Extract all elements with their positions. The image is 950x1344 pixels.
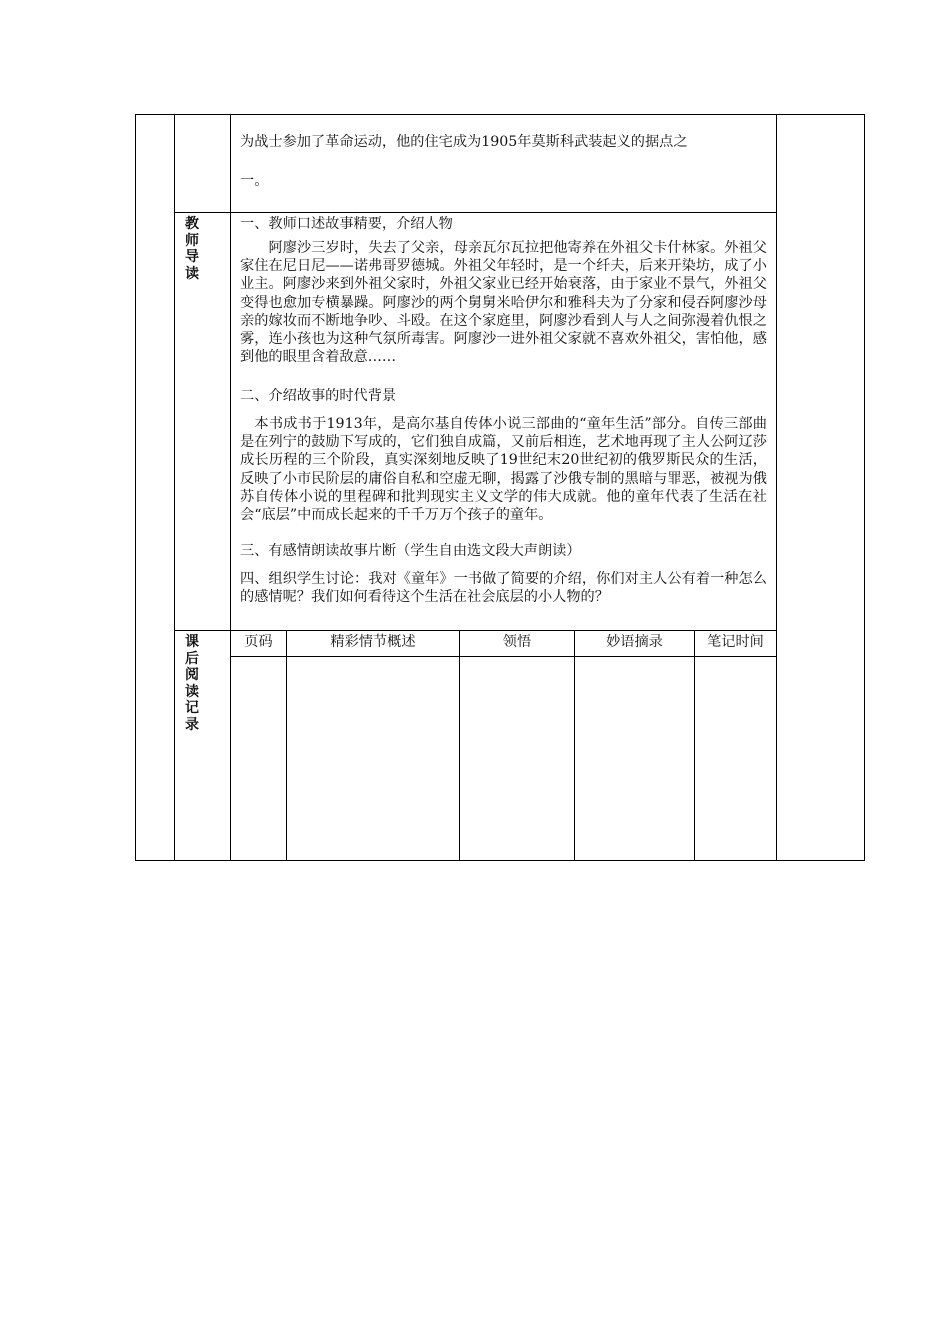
row-divider-guide	[174, 212, 776, 213]
record-col-page: 页码	[244, 634, 273, 650]
col-divider-label	[174, 114, 175, 861]
intro-line-2: 一。	[240, 173, 269, 189]
col-divider-right	[776, 114, 777, 861]
intro-line-1: 为战士参加了革命运动，他的住宅成为1905年莫斯科武装起义的据点之	[240, 134, 688, 150]
guide-heading-3: 三、有感情朗读故事片断（学生自由选文段大声朗读）	[240, 543, 581, 559]
record-col-divider-1	[286, 630, 287, 861]
table-border-bottom	[135, 860, 864, 861]
row-divider-record	[174, 630, 776, 631]
record-col-date: 笔记时间	[707, 634, 764, 650]
table-border-top	[135, 114, 864, 115]
record-col-divider-3	[574, 630, 575, 861]
guide-paragraph-2: 本书成书于1913年，是高尔基自传体小说三部曲的“童年生活”部分。自传三部曲是在列宁的鼓励下写成的，它们独自成篇，又前后相连，艺术地再现了主人公阿辽莎成长历程的三个阶段，真实深刻地反映了19世纪末20世纪初的俄罗斯民众的生活，反映了小市民阶层的庸俗自私和空虚无聊，揭露了沙俄专制的黑暗与罪恶，被视为俄苏自传体小说的里程碑和批判现实主义文学的伟大成就。他的童年代表了生活在社会“底层”中而成长起来的千千万万个孩子的童年。	[240, 416, 767, 524]
guide-heading-1: 一、教师口述故事精要，介绍人物	[240, 216, 453, 232]
record-col-quotes: 妙语摘录	[606, 634, 663, 650]
guide-heading-2: 二、介绍故事的时代背景	[240, 388, 397, 404]
guide-paragraph-1: 阿廖沙三岁时，失去了父亲，母亲瓦尔瓦拉把他寄养在外祖父卡什林家。外祖父家住在尼日尼——诺弗哥罗德城。外祖父年轻时，是一个纤夫，后来开染坊，成了小业主。阿廖沙来到外祖父家时，外祖父家业已经开始衰落，由于家业不景气，外祖父变得也愈加专横暴躁。阿廖沙的两个舅舅米哈伊尔和雅科夫为了分家和侵吞阿廖沙母亲的嫁妆而不断地争吵、斗殴。在这个家庭里，阿廖沙看到人与人之间弥漫着仇恨之雾，连小孩也为这种气氛所毒害。阿廖沙一进外祖父家就不喜欢外祖父，害怕他，感到他的眼里含着敌意……	[240, 240, 767, 366]
guide-paragraph-4: 四、组织学生讨论：我对《童年》一书做了简要的介绍，你们对主人公有着一种怎么的感情呢？我们如何看待这个生活在社会底层的小人物的？	[240, 571, 767, 606]
table-border-right	[864, 114, 865, 861]
record-col-insight: 领悟	[502, 634, 532, 650]
col-divider-content	[230, 114, 231, 861]
record-col-summary: 精彩情节概述	[330, 634, 416, 650]
record-col-divider-4	[694, 630, 695, 861]
guide-label: 教师导读	[185, 216, 199, 282]
table-border-left	[135, 114, 136, 861]
record-label: 课后阅读记录	[185, 634, 199, 733]
record-col-divider-2	[459, 630, 460, 861]
